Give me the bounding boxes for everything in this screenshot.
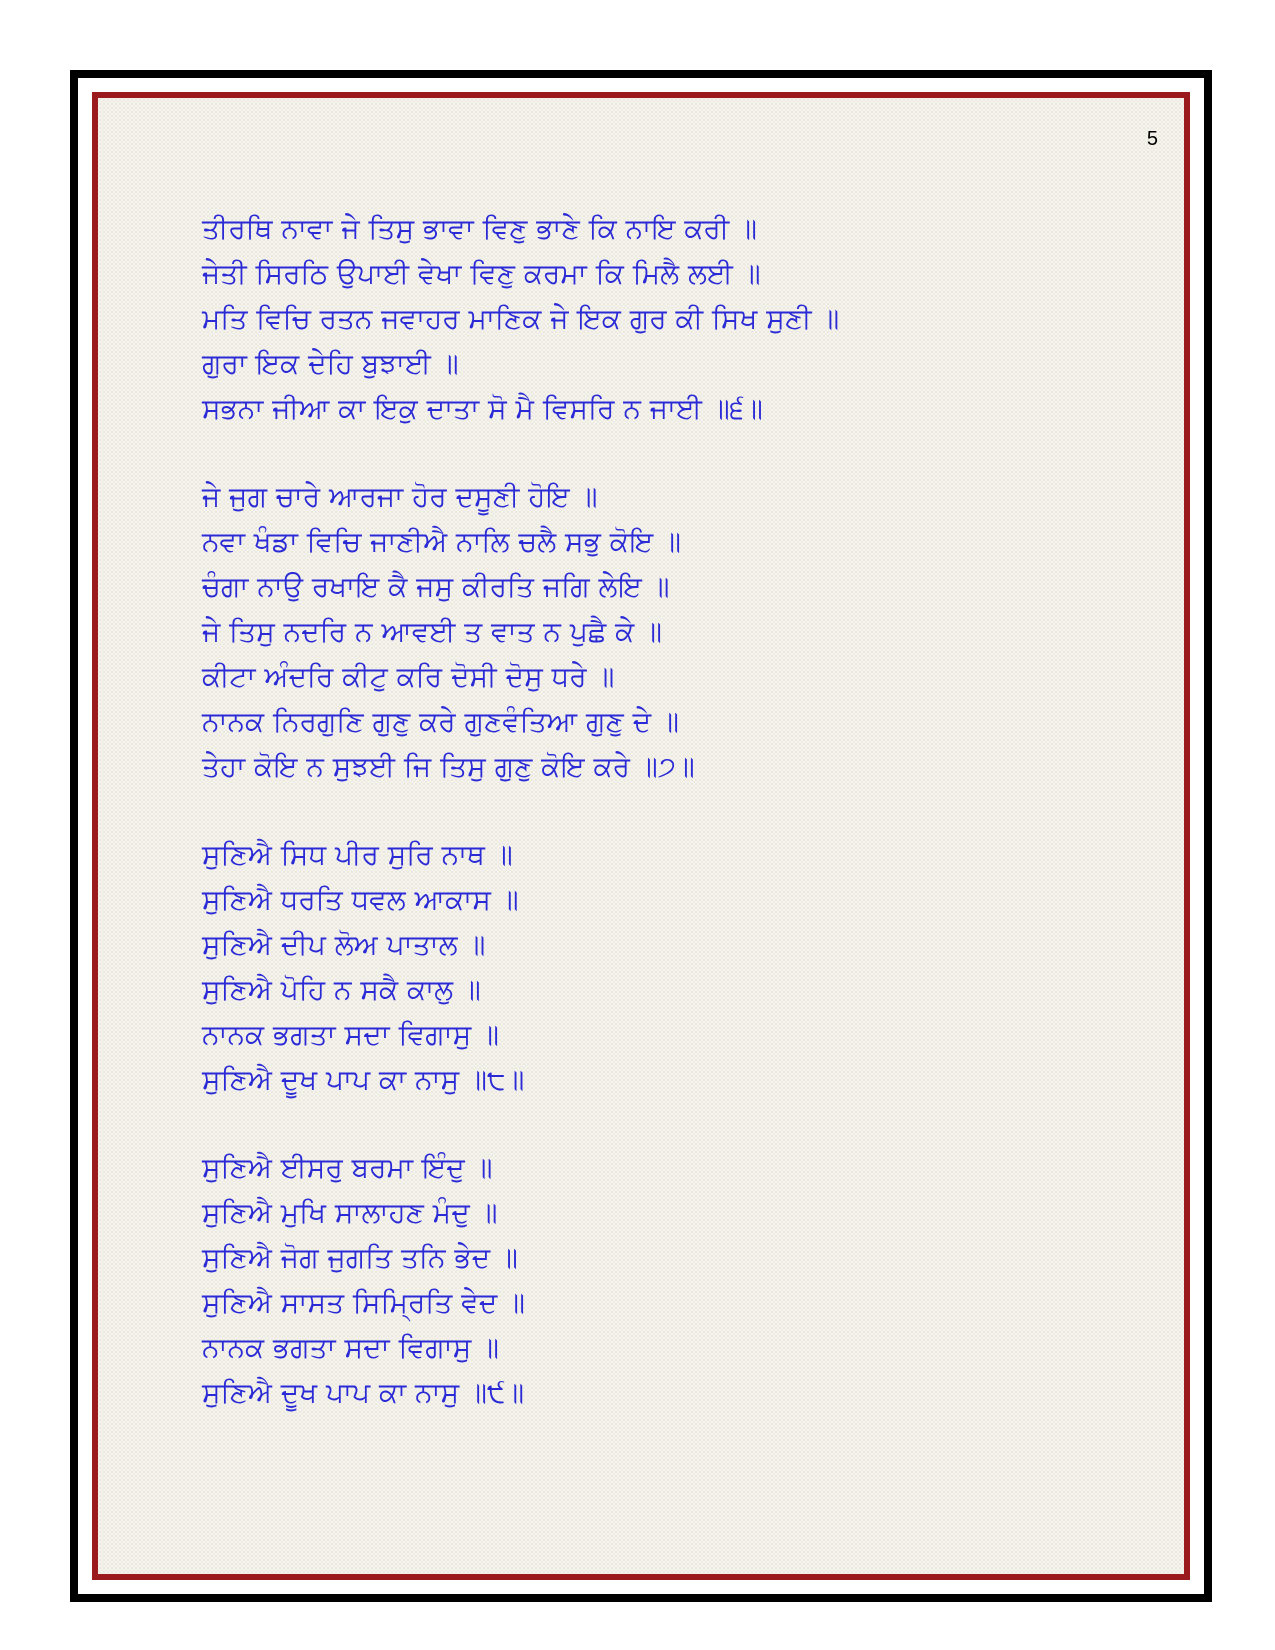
verse-line: ਨਾਨਕ ਭਗਤਾ ਸਦਾ ਵਿਗਾਸੁ ॥ [202, 1018, 500, 1051]
verse-line: ਸੁਣਿਐ ਪੋਹਿ ਨ ਸਕੈ ਕਾਲੁ ॥ [202, 973, 481, 1006]
verse-line: ਸੁਣਿਐ ਜੋਗ ਜੁਗਤਿ ਤਨਿ ਭੇਦ ॥ [202, 1241, 518, 1274]
verse-line: ਜੇ ਜੁਗ ਚਾਰੇ ਆਰਜਾ ਹੋਰ ਦਸੂਣੀ ਹੋਇ ॥ [202, 480, 598, 513]
verse-line: ਸੁਣਿਐ ਧਰਤਿ ਧਵਲ ਆਕਾਸ ॥ [202, 883, 519, 916]
stanza [202, 832, 1102, 1102]
verse-line: ਚੰਗਾ ਨਾਉ ਰਖਾਇ ਕੈ ਜਸੁ ਕੀਰਤਿ ਜਗਿ ਲੇਇ ॥ [202, 570, 670, 603]
verse-line: ਸੁਣਿਐ ਸਿਧ ਪੀਰ ਸੁਰਿ ਨਾਥ ॥ [202, 838, 513, 871]
verse-line: ਸੁਣਿਐ ਦੂਖ ਪਾਪ ਕਾ ਨਾਸੁ ॥੯॥ [202, 1376, 525, 1409]
verse-line: ਜੇ ਤਿਸੁ ਨਦਰਿ ਨ ਆਵਈ ਤ ਵਾਤ ਨ ਪੁਛੈ ਕੇ ॥ [202, 615, 663, 648]
stanza [202, 1145, 1102, 1415]
verse-line: ਤੀਰਥਿ ਨਾਵਾ ਜੇ ਤਿਸੁ ਭਾਵਾ ਵਿਣੁ ਭਾਣੇ ਕਿ ਨਾਇ ਕਰੀ ॥ [202, 212, 757, 245]
verse-line: ਨਵਾ ਖੰਡਾ ਵਿਚਿ ਜਾਣੀਐ ਨਾਲਿ ਚਲੈ ਸਭੁ ਕੋਇ ॥ [202, 525, 681, 558]
verse-line: ਸਭਨਾ ਜੀਆ ਕਾ ਇਕੁ ਦਾਤਾ ਸੋ ਮੈ ਵਿਸਰਿ ਨ ਜਾਈ ॥੬॥ [202, 392, 763, 425]
stanza [202, 474, 1102, 789]
stanza [202, 206, 1102, 431]
page-inner-border [92, 92, 1190, 1580]
verse-line: ਕੀਟਾ ਅੰਦਰਿ ਕੀਟੁ ਕਰਿ ਦੋਸੀ ਦੋਸੁ ਧਰੇ ॥ [202, 660, 615, 693]
verse-line: ਤੇਹਾ ਕੋਇ ਨ ਸੁਝਈ ਜਿ ਤਿਸੁ ਗੁਣੁ ਕੋਇ ਕਰੇ ॥੭॥ [202, 750, 695, 783]
verse-line: ਗੁਰਾ ਇਕ ਦੇਹਿ ਬੁਝਾਈ ॥ [202, 347, 459, 380]
verse-line: ਸੁਣਿਐ ਈਸਰੁ ਬਰਮਾ ਇੰਦੁ ॥ [202, 1151, 493, 1184]
verse-line: ਨਾਨਕ ਨਿਰਗੁਣਿ ਗੁਣੁ ਕਰੇ ਗੁਣਵੰਤਿਆ ਗੁਣੁ ਦੇ ॥ [202, 705, 679, 738]
page-outer-border [70, 70, 1212, 1602]
verse-line: ਸੁਣਿਐ ਦੂਖ ਪਾਪ ਕਾ ਨਾਸੁ ॥੮॥ [202, 1063, 525, 1096]
verse-line: ਨਾਨਕ ਭਗਤਾ ਸਦਾ ਵਿਗਾਸੁ ॥ [202, 1331, 500, 1364]
verse-line: ਸੁਣਿਐ ਮੁਖਿ ਸਾਲਾਹਣ ਮੰਦੁ ॥ [202, 1196, 498, 1229]
verse-line: ਮਤਿ ਵਿਚਿ ਰਤਨ ਜਵਾਹਰ ਮਾਣਿਕ ਜੇ ਇਕ ਗੁਰ ਕੀ ਸਿਖ ਸੁਣੀ ॥ [202, 302, 840, 335]
verse-line: ਸੁਣਿਐ ਦੀਪ ਲੋਅ ਪਾਤਾਲ ॥ [202, 928, 486, 961]
verse-text [202, 206, 1102, 1458]
verse-line: ਜੇਤੀ ਸਿਰਠਿ ਉਪਾਈ ਵੇਖਾ ਵਿਣੁ ਕਰਮਾ ਕਿ ਮਿਲੈ ਲਈ ॥ [202, 257, 761, 290]
verse-line: ਸੁਣਿਐ ਸਾਸਤ ਸਿਮ੍ਰਿਤਿ ਵੇਦ ॥ [202, 1286, 526, 1319]
page-number: 5 [1146, 128, 1158, 150]
